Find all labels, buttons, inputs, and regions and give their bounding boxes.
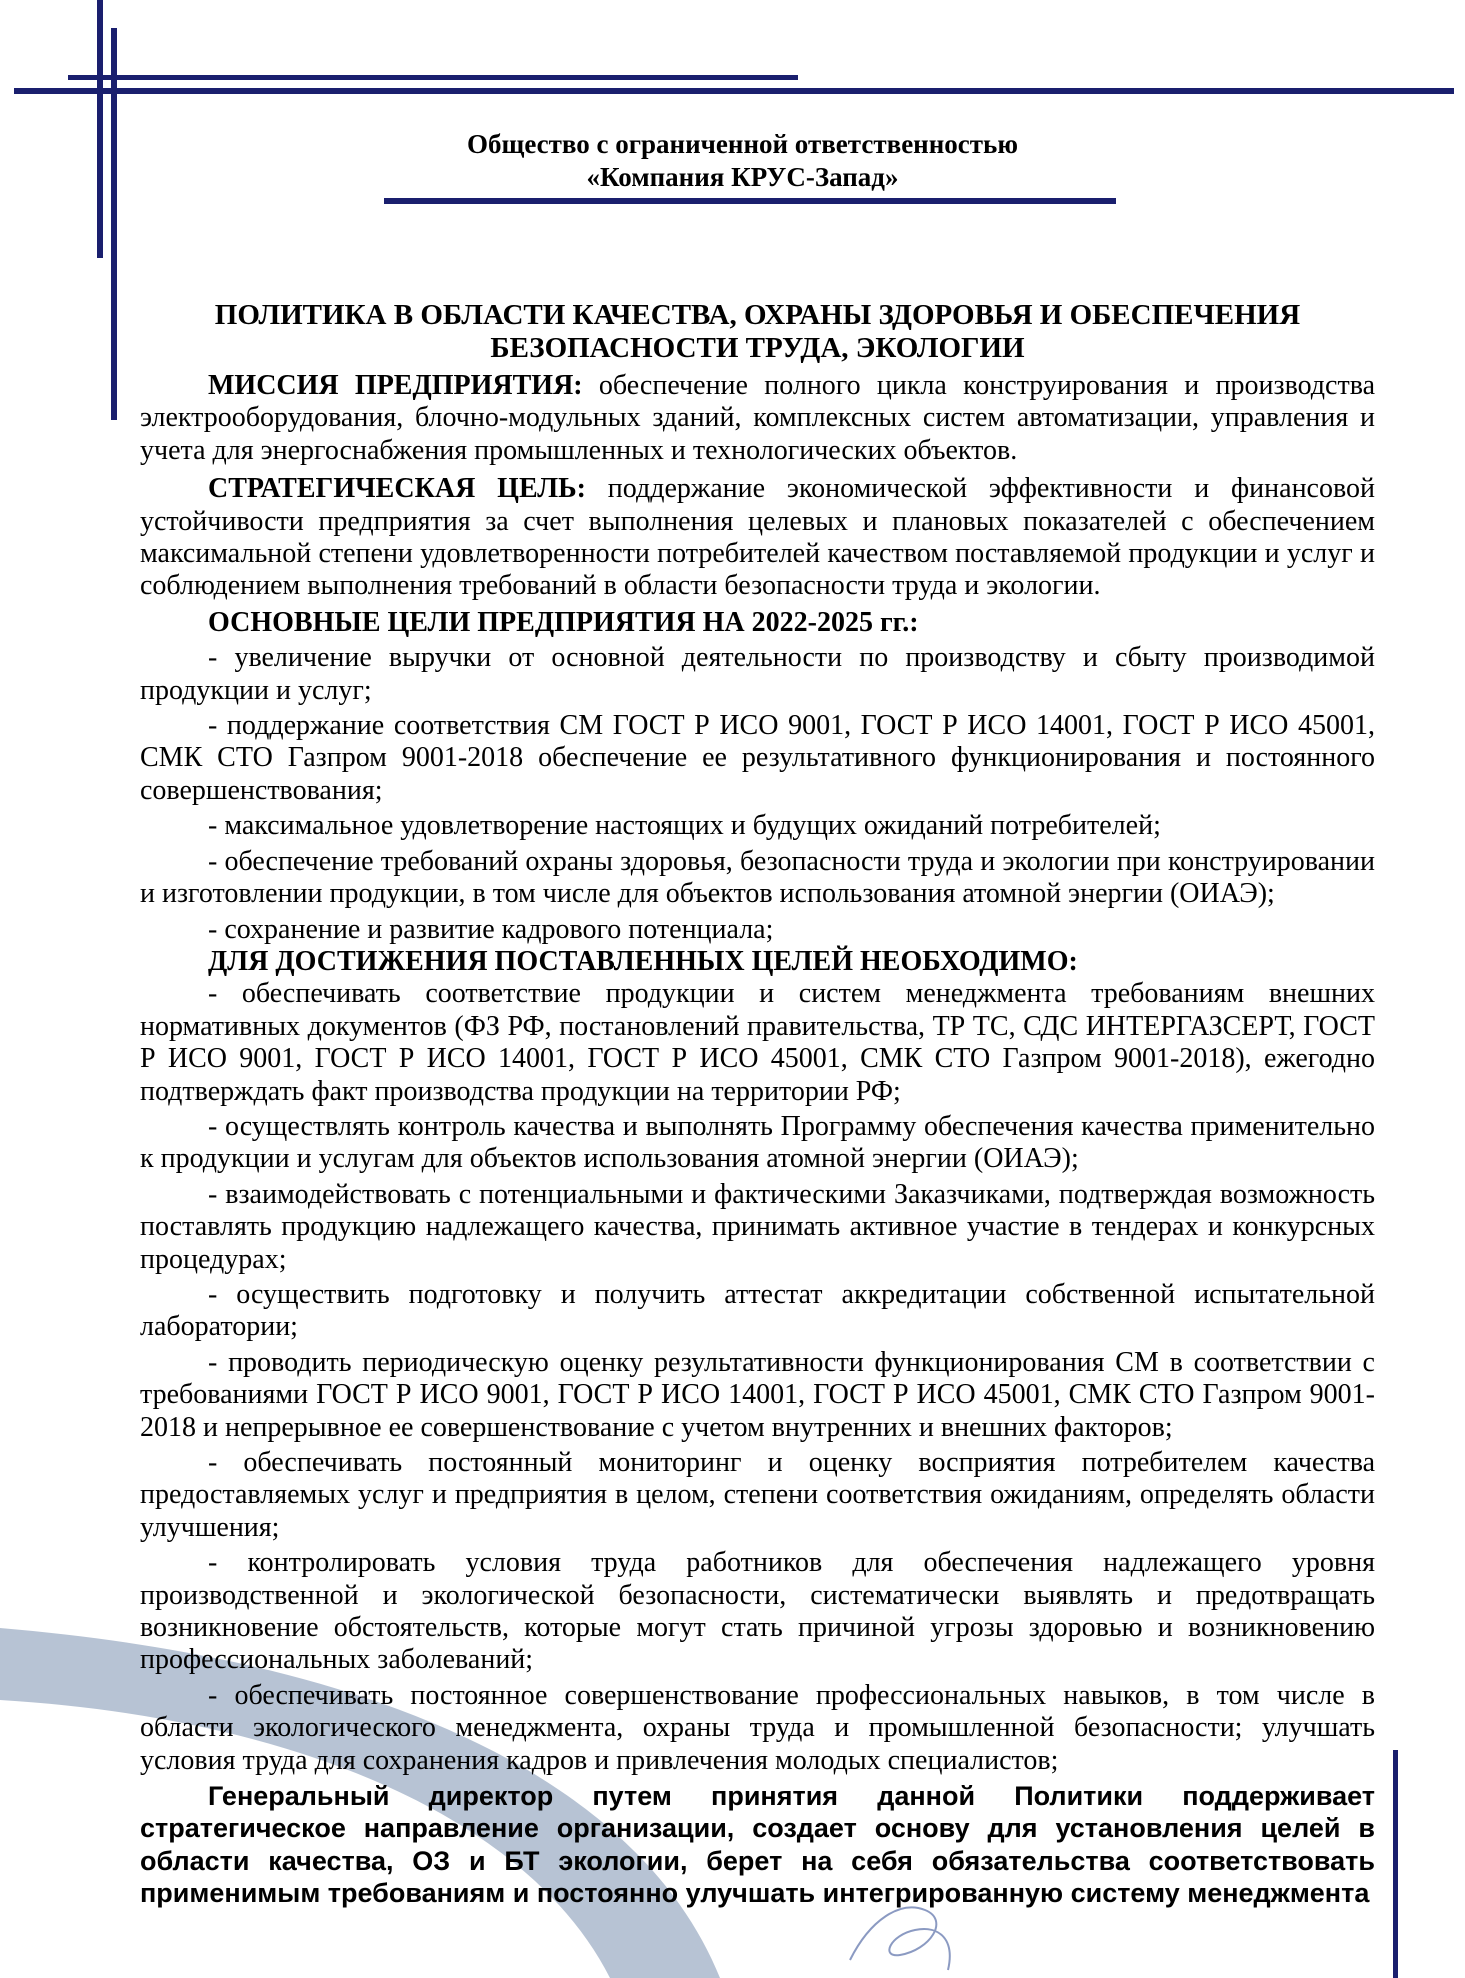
top-vertical-line-right — [111, 28, 117, 420]
goals-heading: ОСНОВНЫЕ ЦЕЛИ ПРЕДПРИЯТИЯ НА 2022-2025 гг.: — [208, 606, 919, 638]
policy-title-line2: БЕЗОПАСНОСТИ ТРУДА, ЭКОЛОГИИ — [490, 332, 1025, 364]
mission-paragraph — [140, 370, 1375, 467]
company-header-line1: Общество с ограниченной ответственностью — [467, 129, 1018, 159]
bottom-right-vertical-line — [1393, 1750, 1398, 1978]
action-item: - проводить периодическую оценку результативности функционирования СМ в соответствии с требованиями ГОСТ Р ИСО 9001, ГОСТ Р ИСО 14001, ГОСТ Р ИСО 45001, СМК СТО Газпром 9001-2018 и непрерывное ее совершенствование с учетом внутренних и внешних факторов; — [140, 1346, 1375, 1443]
action-item: - обеспечивать соответствие продукции и систем менеджмента требованиям внешних нормативных документов (ФЗ РФ, постановлений правительства, ТР ТС, СДС ИНТЕРГАЗСЕРТ, ГОСТ Р ИСО 9001, ГОСТ Р ИСО 14001, ГОСТ Р ИСО 45001, СМК СТО Газпром 9001-2018), ежегодно подтверждать факт производства продукции на территории РФ; — [140, 978, 1375, 1107]
policy-title-line1: ПОЛИТИКА В ОБЛАСТИ КАЧЕСТВА, ОХРАНЫ ЗДОРОВЬЯ И ОБЕСПЕЧЕНИЯ — [214, 299, 1301, 331]
mission-text: обеспечение полного цикла конструирования и производства электрооборудования, блочно-модульных зданий, комплексных систем автоматизации, управления и учета для энергоснабжения промышленных и технологических объектов. — [140, 370, 1375, 466]
top-vertical-line-left — [97, 0, 103, 258]
goal-item: - максимальное удовлетворение настоящих и будущих ожиданий потребителей; — [208, 810, 1161, 842]
action-item: - обеспечивать постоянный мониторинг и оценку восприятия потребителем качества предоставляемых услуг и предприятия в целом, степени соответствия ожиданиям, определять области улучшения; — [140, 1447, 1375, 1543]
goal-item: - обеспечение требований охраны здоровья, безопасности труда и экологии при конструировании и изготовлении продукции, в том числе для объектов использования атомной энергии (ОИАЭ); — [140, 845, 1375, 910]
action-item: - взаимодействовать с потенциальными и фактическими Заказчиками, подтверждая возможность поставлять продукцию надлежащего качества, принимать активное участие в тендерах и конкурсных процедурах; — [140, 1178, 1375, 1275]
strategic-goal-paragraph — [140, 473, 1375, 603]
actions-heading: ДЛЯ ДОСТИЖЕНИЯ ПОСТАВЛЕННЫХ ЦЕЛЕЙ НЕОБХОДИМО: — [208, 945, 1078, 977]
action-item: - обеспечивать постоянное совершенствование профессиональных навыков, в том числе в области экологического менеджмента, охраны труда и промышленной безопасности; улучшать условия труда для сохранения кадров и привлечения молодых специалистов; — [140, 1679, 1375, 1776]
policy-title — [140, 299, 1375, 365]
top-horizontal-line-short — [68, 75, 798, 80]
strategic-goal-label: СТРАТЕГИЧЕСКАЯ ЦЕЛЬ: — [208, 473, 586, 505]
action-item: - осуществить подготовку и получить аттестат аккредитации собственной испытательной лаборатории; — [140, 1278, 1375, 1343]
top-horizontal-line-long — [14, 88, 1454, 94]
mission-label: МИССИЯ ПРЕДПРИЯТИЯ: — [208, 370, 583, 401]
director-statement: Генеральный директор путем принятия данной Политики поддерживает стратегическое направление организации, создает основу для установления целей в области качества, ОЗ и БТ экологии, берет на себя обязательства соответствовать применимым требованиям и постоянно улучшать интегрированную систему менеджмента — [140, 1781, 1375, 1909]
goal-item: - увеличение выручки от основной деятельности по производству и сбыту производимой продукции и услуг; — [140, 642, 1375, 706]
signature-mark — [830, 1880, 970, 1978]
goal-item: - поддержание соответствия СМ ГОСТ Р ИСО 9001, ГОСТ Р ИСО 14001, ГОСТ Р ИСО 45001, СМК СТО Газпром 9001-2018 обеспечение ее результативного функционирования и постоянного совершенствования; — [140, 710, 1375, 806]
header-underline — [384, 198, 1116, 204]
action-item: - контролировать условия труда работников для обеспечения надлежащего уровня производственной и экологической безопасности, систематически выявлять и предотвращать возникновение обстоятельств, которые могут стать причиной угрозы здоровью и возникновению профессиональных заболеваний; — [140, 1547, 1375, 1676]
goal-item: - сохранение и развитие кадрового потенциала; — [208, 913, 774, 945]
company-name: «Компания КРУС-Запад» — [586, 162, 899, 192]
company-header — [140, 128, 1345, 194]
strategic-goal-text: поддержание экономической эффективности и финансовой устойчивости предприятия за счет выполнения целевых и плановых показателей с обеспечением максимальной степени удовлетворенности потребителей качеством поставляемой продукции и услуг и соблюдением выполнения требований в области безопасности труда и экологии. — [140, 473, 1375, 602]
action-item: - осуществлять контроль качества и выполнять Программу обеспечения качества применительно к продукции и услугам для объектов использования атомной энергии (ОИАЭ); — [140, 1110, 1375, 1175]
policy-document — [140, 299, 1375, 1910]
